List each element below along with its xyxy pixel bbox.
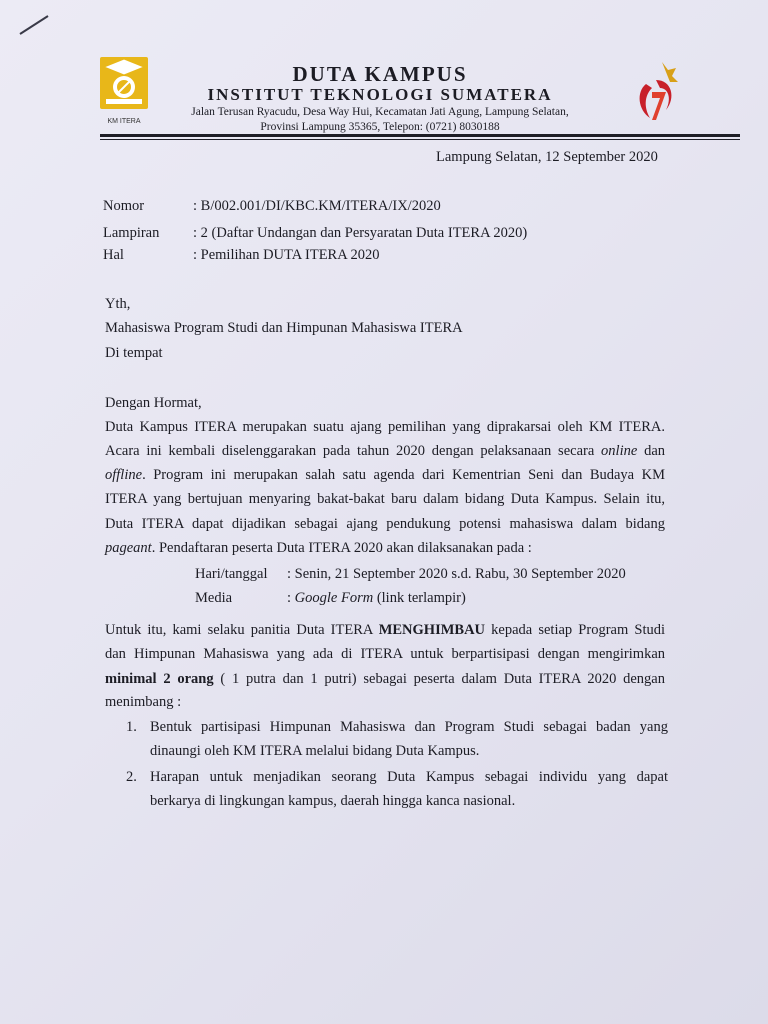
recipient-yth: Yth,: [105, 296, 131, 312]
kop-divider-thin: [100, 139, 740, 140]
paragraph2-line1: [105, 622, 665, 639]
paragraph2-line4: menimbang :: [105, 694, 182, 710]
list-item-2-line1: [150, 769, 668, 786]
km-itera-logo: [98, 55, 150, 127]
p2-l1-text-a: Untuk itu, kami selaku panitia Duta ITERA: [105, 622, 379, 638]
list-item-1-line1-text: Bentuk partisipasi Himpunan Mahasiswa dan Program Studi sebagai badan yang: [150, 719, 668, 735]
paragraph1-line4: [105, 491, 665, 508]
paragraph1-line2: [105, 443, 665, 460]
recipient-to: Mahasiswa Program Studi dan Himpunan Mahasiswa ITERA: [105, 320, 463, 336]
p1-l2-text-online: online: [601, 443, 638, 459]
p1-l5-text: Duta ITERA dapat dijadikan sebagai ajang pendukung potensi mahasiswa dalam bidang: [105, 516, 665, 532]
meta-lampiran-value: : 2 (Daftar Undangan dan Persyaratan Duta ITERA 2020): [193, 225, 528, 241]
kop-address-line1: Jalan Terusan Ryacudu, Desa Way Hui, Kecamatan Jati Agung, Lampung Selatan,: [191, 106, 569, 118]
list-item-1-line1: [150, 719, 668, 736]
schedule-label: Hari/tanggal: [195, 566, 268, 582]
logo-left-caption: KM ITERA: [107, 118, 141, 125]
pen-stroke-mark: [18, 12, 52, 38]
list-item-1-line2: dinaungi oleh KM ITERA melalui bidang Duta Kampus.: [150, 743, 480, 759]
p1-l3-text-offline: offline: [105, 467, 143, 483]
media-value-google-form: Google Form: [294, 590, 374, 606]
media-value-a: :: [287, 590, 295, 606]
p1-l2-text-a: Acara ini kembali diselenggarakan pada tahun 2020 dengan pelaksanaan secara: [105, 443, 602, 459]
list-item-2-line1-text: Harapan untuk menjadikan seorang Duta Kampus sebagai individu yang dapat: [150, 769, 668, 785]
schedule-row: [195, 566, 626, 583]
meta-hal: [103, 247, 380, 264]
letter-date: Lampung Selatan, 12 September 2020: [436, 149, 658, 165]
list-item-1-number: 1.: [126, 719, 137, 735]
list-item-2-line2: berkarya di lingkungan kampus, daerah hingga kanca nasional.: [150, 793, 516, 809]
p2-l3-text-bold: minimal 2 orang: [105, 671, 214, 687]
kop-divider-thick: [100, 134, 740, 137]
paragraph1-line5: [105, 516, 665, 533]
meta-lampiran-label: Lampiran: [103, 225, 160, 241]
meta-nomor: [103, 198, 441, 215]
meta-lampiran: [103, 225, 527, 242]
paragraph1-line1: [105, 419, 665, 436]
p1-l2-text-c: dan: [637, 443, 666, 459]
p2-l1-text-c: kepada setiap Program Studi: [485, 622, 666, 638]
list-item-2-number: 2.: [126, 769, 137, 785]
greeting: Dengan Hormat,: [105, 395, 202, 411]
paragraph1-line3: [105, 467, 665, 484]
meta-nomor-value: : B/002.001/DI/KBC.KM/ITERA/IX/2020: [193, 198, 441, 214]
meta-hal-value: : Pemilihan DUTA ITERA 2020: [193, 247, 380, 263]
recipient-place: Di tempat: [105, 345, 163, 361]
p2-l2-text: dan Himpunan Mahasiswa yang ada di ITERA untuk berpartisipasi dengan mengirimkan: [105, 646, 665, 662]
duta-kampus-logo: [632, 58, 684, 128]
kop-subtitle: INSTITUT TEKNOLOGI SUMATERA: [207, 85, 553, 104]
kop-address-line2: Provinsi Lampung 35365, Telepon: (0721) 8030188: [260, 121, 500, 133]
paragraph1-line6: [105, 540, 532, 557]
meta-hal-label: Hal: [103, 247, 124, 263]
media-value-c: (link terlampir): [373, 590, 466, 606]
paragraph2-line3: [105, 671, 665, 688]
p1-l4-text: ITERA yang bertujuan menyaring bakat-bakat baru dalam bidang Duta Kampus. Selain itu,: [105, 491, 665, 507]
p1-l1-text: Duta Kampus ITERA merupakan suatu ajang pemilihan yang diprakarsai oleh KM ITERA.: [105, 419, 665, 435]
p1-l6-text-pageant: pageant: [105, 540, 152, 556]
media-row: [195, 590, 466, 607]
schedule-value: : Senin, 21 September 2020 s.d. Rabu, 30 September 2020: [287, 566, 626, 582]
meta-nomor-label: Nomor: [103, 198, 145, 214]
p1-l6-text-b: . Pendaftaran peserta Duta ITERA 2020 akan dilaksanakan pada :: [151, 540, 532, 556]
p2-l1-text-bold: MENGHIMBAU: [378, 622, 486, 638]
media-label: Media: [195, 590, 233, 606]
p2-l3-text-b: ( 1 putra dan 1 putri) sebagai peserta dalam Duta ITERA 2020 dengan: [213, 671, 665, 687]
p1-l3-text-b: . Program ini merupakan salah satu agenda dari Kementrian Seni dan Budaya KM: [142, 467, 665, 483]
kop-title: DUTA KAMPUS: [292, 62, 468, 86]
paragraph2-line2: [105, 646, 665, 663]
